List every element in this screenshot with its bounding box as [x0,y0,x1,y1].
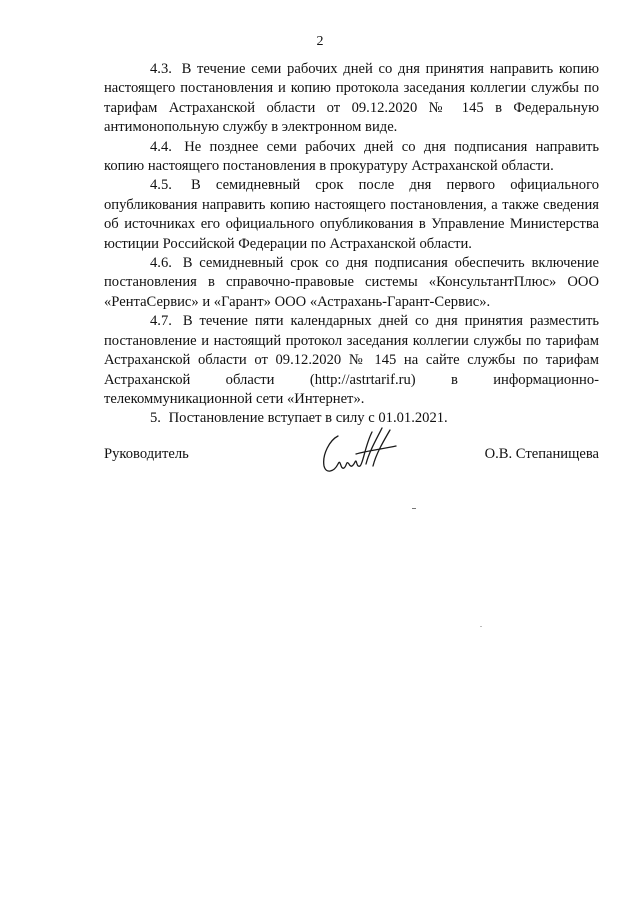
paragraph-text: В семидневный срок после дня первого официального опубликования направить копию настоящего постановления, а также сведения об источниках его официального опубликования в Управление Министерства юстиции Российской Федерации по Астраханской области. [104,177,599,252]
paragraph-number: 4.4. [150,138,172,155]
signatory-title: Руководитель [104,446,189,462]
paragraph-number: 4.6. [150,255,172,272]
paragraph-text: Не позднее семи рабочих дней со дня подписания направить копию настоящего постановления в прокуратуру Астраханской области. [104,138,599,175]
paragraph-4-5 [104,176,599,254]
signatory-name: О.В. Степанищева [484,446,599,462]
paragraph-text: В течение пяти календарных дней со дня принятия разместить постановление и настоящий протокол заседания коллегии службы по тарифам Астраханской области от 09.12.2020 № 145 на сайте службы по тарифам Астраханской области (http://astrtarif.ru) в информационно-телекоммуникационной сети «Интернет». [104,313,599,407]
paragraph-4-4 [104,138,599,177]
paragraph-4-3 [104,60,599,138]
document-body [104,60,599,429]
page-number: 2 [316,34,324,49]
handwritten-signature [316,424,402,480]
paragraph-number: 4.7. [150,313,172,330]
paragraph-4-7 [104,312,599,409]
paragraph-number: 5. [150,410,161,427]
scan-speck [529,79,530,80]
paragraph-text: Постановление вступает в силу с 01.01.2021. [168,410,448,427]
scan-speck [412,508,416,509]
paragraph-text: В семидневный срок со дня подписания обеспечить включение постановления в справочно-правовые системы «КонсультантПлюс» ООО «РентаСервис» и «Гарант» ООО «Астрахань-Гарант-Сервис». [104,255,599,310]
scan-speck [480,626,482,627]
paragraph-number: 4.3. [150,61,172,77]
paragraph-number: 4.5. [150,177,172,194]
paragraph-4-6 [104,254,599,312]
paragraph-text: В течение семи рабочих дней со дня принятия направить копию настоящего постановления и копию протокола заседания коллегии службы по тарифам Астраханской области от 09.12.2020 № 145 в Федеральную антимонопольную службу в электронном виде. [104,61,599,136]
